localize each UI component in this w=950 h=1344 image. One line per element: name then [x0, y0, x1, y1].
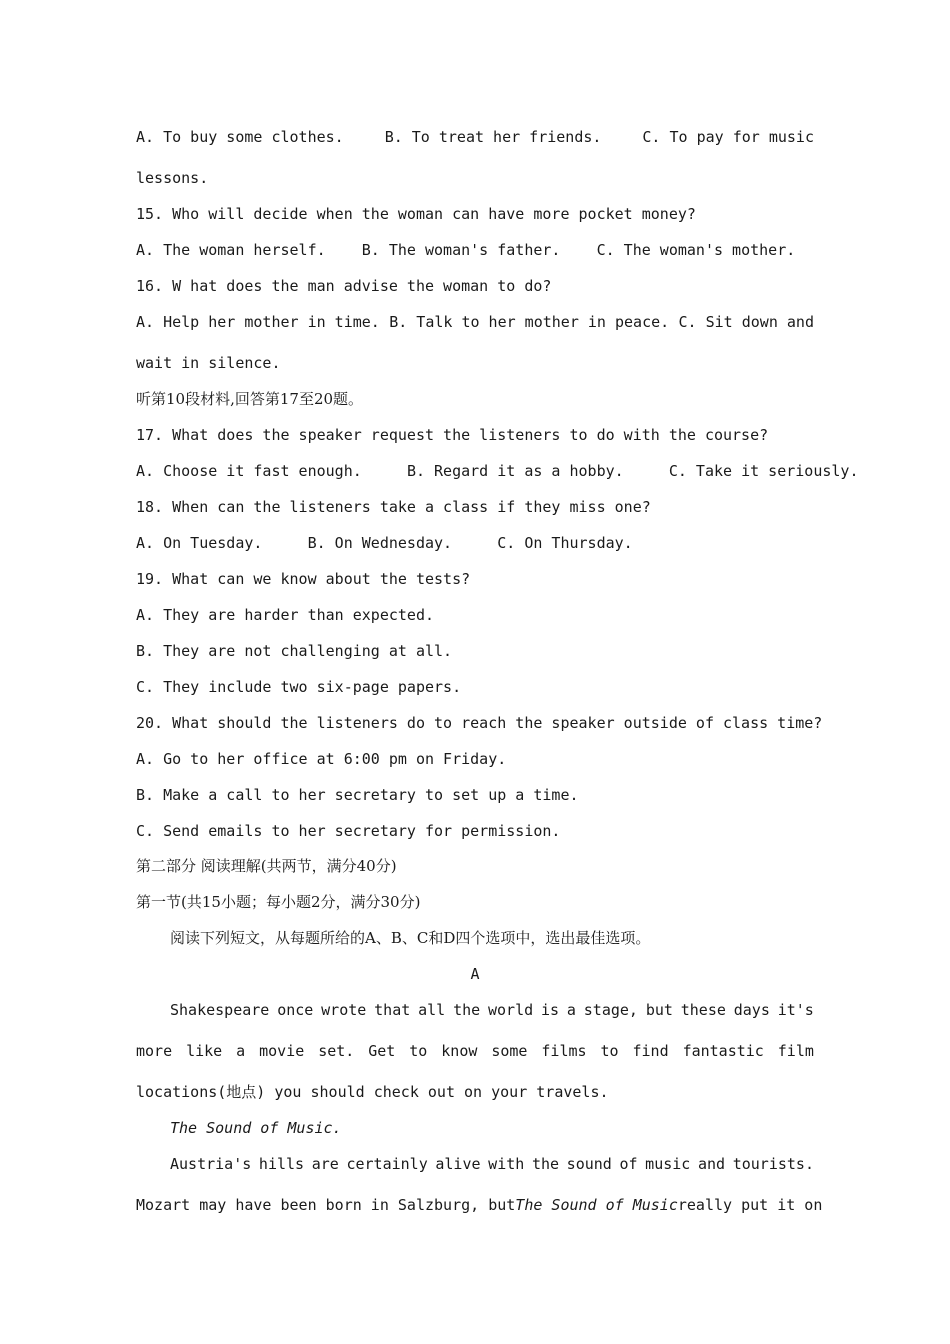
section-10-heading: 听第10段材料,回答第17至20题。: [136, 390, 364, 408]
word: that: [374, 1001, 411, 1019]
q15-option-c: C. The woman's mother.: [596, 241, 796, 259]
q20-option-c: C. Send emails to her secretary for permission.: [136, 822, 561, 840]
word: certainly: [346, 1155, 428, 1173]
word: world: [488, 1001, 534, 1019]
passage-p1-line-3: locations(地点) you should check out on your travels.: [136, 1083, 609, 1101]
word: films: [541, 1042, 587, 1060]
word: alive: [435, 1155, 481, 1173]
word: but: [645, 1001, 673, 1019]
q16-option-a: A. Help her mother in time.: [136, 313, 380, 331]
q14-option-b: B. To treat her friends.: [384, 128, 602, 146]
passage-p1-line-1: [170, 1000, 814, 1020]
q15-option-a: A. The woman herself.: [136, 241, 326, 259]
word: like: [186, 1042, 223, 1060]
q16-option-b: B. Talk to her mother in peace.: [389, 313, 670, 331]
q20-stem: 20. What should the listeners do to reach the speaker outside of class time?: [136, 714, 823, 732]
word: is: [541, 1001, 560, 1019]
q14-option-c-continued: lessons.: [136, 169, 209, 187]
word: wrote: [321, 1001, 367, 1019]
q20-option-a: A. Go to her office at 6:00 pm on Friday.: [136, 750, 507, 768]
word: more: [136, 1042, 173, 1060]
word: it's: [777, 1001, 814, 1019]
q16-stem: 16. W hat does the man advise the woman to do?: [136, 277, 552, 295]
word: and: [697, 1155, 726, 1173]
q20-option-b: B. Make a call to her secretary to set up a time.: [136, 786, 579, 804]
q17-options: [136, 461, 859, 481]
word: hills: [258, 1155, 305, 1173]
q16-option-c-continued: wait in silence.: [136, 354, 281, 372]
q16-option-c: C. Sit down and: [678, 313, 814, 331]
q15-stem: 15. Who will decide when the woman can have more pocket money?: [136, 205, 696, 223]
q19-option-a: A. They are harder than expected.: [136, 606, 435, 624]
word: Get: [368, 1042, 396, 1060]
word: fantastic: [682, 1042, 764, 1060]
word: once: [277, 1001, 314, 1019]
q15-option-b: B. The woman's father.: [361, 241, 561, 259]
word: Austria's: [170, 1155, 252, 1173]
section-1-heading: 第一节(共15小题；每小题2分，满分30分): [136, 893, 421, 911]
word: are: [311, 1155, 339, 1173]
word: tourists.: [732, 1155, 814, 1173]
q17-option-c: C. Take it seriously.: [668, 462, 859, 480]
passage-p2-line-2: [136, 1195, 823, 1215]
passage-subtitle: The Sound of Music.: [170, 1119, 342, 1137]
q18-options: [136, 533, 633, 553]
word: the: [453, 1001, 481, 1019]
word: set.: [318, 1042, 355, 1060]
word: of: [619, 1155, 638, 1173]
word: Shakespeare: [170, 1001, 270, 1019]
word: find: [632, 1042, 669, 1060]
word: know: [441, 1042, 478, 1060]
q17-option-a: A. Choose it fast enough.: [136, 462, 362, 480]
text-segment: Mozart may have been born in Salzburg, but: [136, 1196, 516, 1214]
word: to: [409, 1042, 428, 1060]
word: movie: [259, 1042, 305, 1060]
q18-option-b: B. On Wednesday.: [307, 534, 453, 552]
q19-option-c: C. They include two six-page papers.: [136, 678, 462, 696]
film-title-italic: The Sound of Music: [515, 1196, 678, 1214]
q14-options: [136, 127, 814, 147]
q18-stem: 18. When can the listeners take a class if they miss one?: [136, 498, 651, 516]
q18-option-a: A. On Tuesday.: [136, 534, 263, 552]
word: the: [531, 1155, 560, 1173]
q14-option-a: A. To buy some clothes.: [136, 128, 344, 146]
word: film: [777, 1042, 814, 1060]
q18-option-c: C. On Thursday.: [497, 534, 633, 552]
word: a: [236, 1042, 246, 1060]
word: sound: [566, 1155, 612, 1173]
word: with: [488, 1155, 525, 1173]
q16-options: [136, 312, 814, 332]
reading-instruction: 阅读下列短文，从每题所给的A、B、C和D四个选项中，选出最佳选项。: [170, 929, 651, 947]
word: days: [733, 1001, 770, 1019]
q14-option-c: C. To pay for music: [642, 128, 814, 146]
word: these: [680, 1001, 726, 1019]
word: some: [491, 1042, 528, 1060]
q17-option-b: B. Regard it as a hobby.: [406, 462, 624, 480]
q19-stem: 19. What can we know about the tests?: [136, 570, 471, 588]
word: stage,: [583, 1001, 638, 1019]
part-2-title: 第二部分 阅读理解(共两节，满分40分): [136, 857, 397, 875]
q17-stem: 17. What does the speaker request the listeners to do with the course?: [136, 426, 769, 444]
word: to: [600, 1042, 619, 1060]
text-segment: really put it on: [677, 1196, 823, 1214]
word: a: [566, 1001, 576, 1019]
passage-p2-line-1: [170, 1154, 814, 1174]
q15-options: [136, 240, 795, 260]
passage-p1-line-2: [136, 1041, 814, 1061]
word: all: [418, 1001, 446, 1019]
q19-option-b: B. They are not challenging at all.: [136, 642, 453, 660]
word: music: [645, 1155, 691, 1173]
passage-label: A: [470, 965, 480, 983]
